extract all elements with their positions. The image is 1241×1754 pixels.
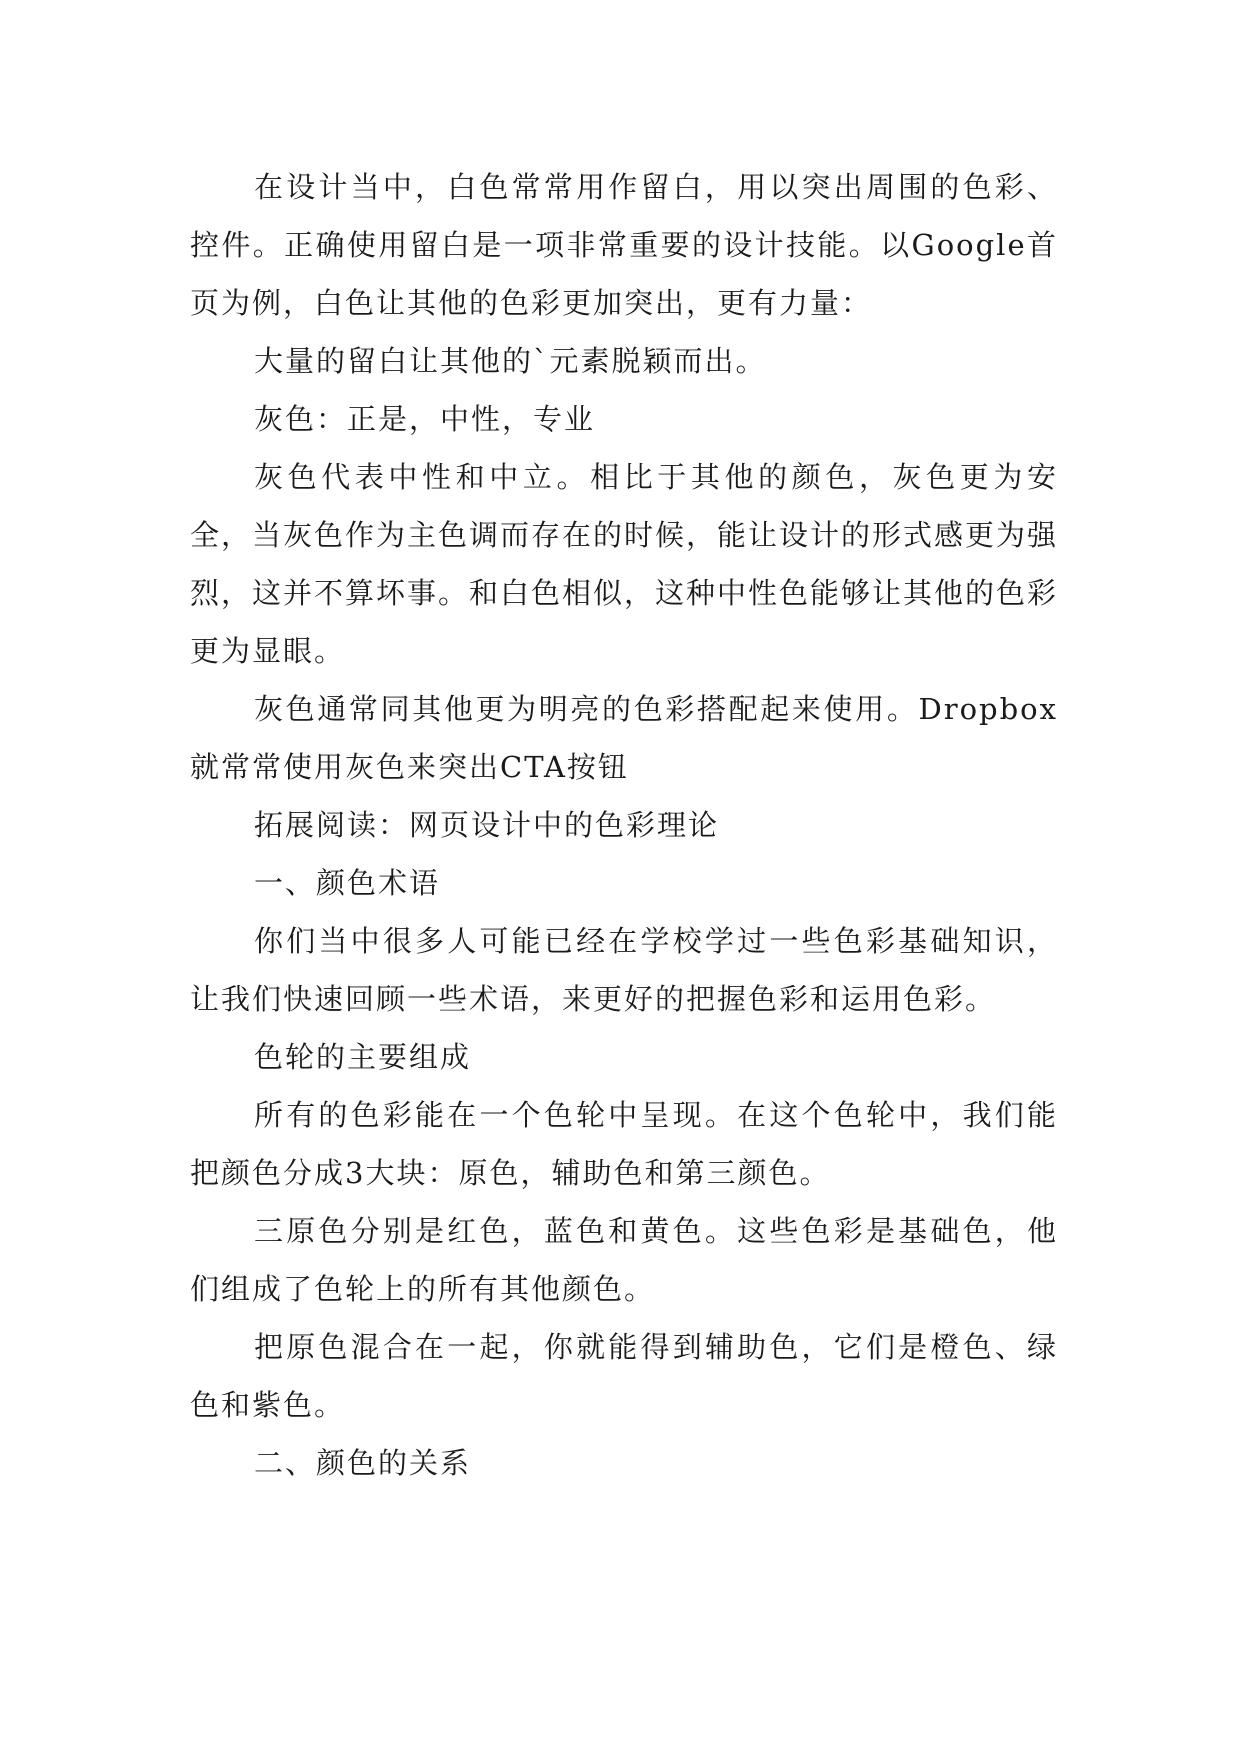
paragraph-color-wheel-heading: 色轮的主要组成 [254,1040,472,1074]
paragraph-gray-heading: 灰色：正是，中性，专业 [254,402,596,436]
paragraph-gray-description: 灰色代表中性和中立。相比于其他的颜色，灰色更为安全，当灰色作为主色调而存在的时候，能让设计的形式感更为强烈，这并不算坏事。和白色相似，这种中性色能够让其他的色彩更为显眼。 [190,460,1059,668]
paragraph-color-wheel: 所有的色彩能在一个色轮中呈现。在这个色轮中，我们能把颜色分成3大块：原色，辅助色和第三颜色。 [190,1098,1058,1190]
paragraph-whitespace-intro: 在设计当中，白色常常用作留白，用以突出周围的色彩、控件。正确使用留白是一项非常重要的设计技能。以Google首页为例，白色让其他的色彩更加突出，更有力量： [190,170,1058,320]
paragraph-secondary-colors: 把原色混合在一起，你就能得到辅助色，它们是橙色、绿色和紫色。 [190,1330,1058,1422]
section-heading-color-relations: 二、颜色的关系 [254,1446,472,1480]
document-body [190,158,1058,1492]
paragraph-further-reading: 拓展阅读：网页设计中的色彩理论 [254,808,720,842]
paragraph-primary-colors: 三原色分别是红色，蓝色和黄色。这些色彩是基础色，他们组成了色轮上的所有其他颜色。 [190,1214,1058,1306]
section-heading-color-terms: 一、颜色术语 [254,866,441,900]
paragraph-whitespace-caption: 大量的留白让其他的`元素脱颖而出。 [254,344,767,378]
paragraph-color-basics: 你们当中很多人可能已经在学校学过一些色彩基础知识，让我们快速回顾一些术语，来更好的把握色彩和运用色彩。 [190,924,1058,1016]
paragraph-gray-dropbox: 灰色通常同其他更为明亮的色彩搭配起来使用。Dropbox 就常常使用灰色来突出CTA按钮 [190,692,1058,784]
